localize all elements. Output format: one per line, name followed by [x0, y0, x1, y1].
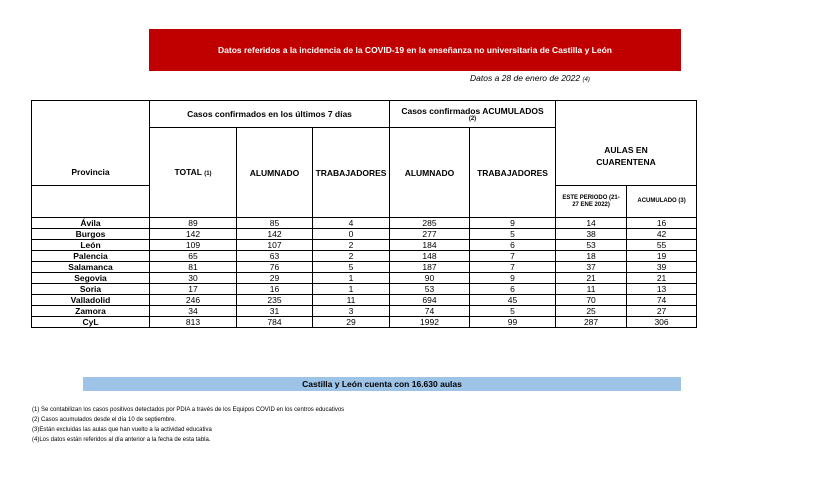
cell-provincia: Soria	[32, 284, 150, 295]
table-row	[32, 273, 697, 284]
cell-provincia: Salamanca	[32, 262, 150, 273]
cell-acum-alumnado: 277	[390, 229, 470, 240]
date-text: Datos a 28 de enero de 2022	[470, 73, 581, 83]
footnote-1: (1) Se contabilizan los casos positivos detectados por PDIA a través de los Equipos COVID en los centros educativos	[32, 407, 345, 413]
header-acum-trabajadores: TRABAJADORES	[470, 128, 556, 218]
cell-acum-trabajadores: 6	[470, 240, 556, 251]
cell-provincia: Palencia	[32, 251, 150, 262]
cell-aulas-periodo: 287	[556, 317, 627, 328]
cell-trabajadores: 11	[313, 295, 390, 306]
cell-provincia: Burgos	[32, 229, 150, 240]
cell-alumnado: 76	[237, 262, 313, 273]
cell-acum-alumnado: 187	[390, 262, 470, 273]
header-total-note: (1)	[204, 171, 212, 177]
covid-table	[31, 100, 697, 328]
cell-aulas-periodo: 14	[556, 218, 627, 229]
header-este-periodo: ESTE PERIODO (21-27 ENE 2022)	[556, 186, 627, 218]
header-total-label: TOTAL	[174, 167, 202, 177]
title-banner	[149, 29, 681, 71]
table-row	[32, 251, 697, 262]
cell-provincia: CyL	[32, 317, 150, 328]
cell-aulas-periodo: 37	[556, 262, 627, 273]
cell-alumnado: 235	[237, 295, 313, 306]
cell-provincia: Segovia	[32, 273, 150, 284]
cell-provincia: Zamora	[32, 306, 150, 317]
cell-alumnado: 85	[237, 218, 313, 229]
cell-alumnado: 63	[237, 251, 313, 262]
cell-acum-trabajadores: 5	[470, 229, 556, 240]
header-acumulado: ACUMULADO (3)	[627, 186, 697, 218]
cell-aulas-periodo: 53	[556, 240, 627, 251]
cell-total: 89	[150, 218, 237, 229]
cell-aulas-acumulado: 306	[627, 317, 697, 328]
cell-aulas-periodo: 21	[556, 273, 627, 284]
table-row	[32, 240, 697, 251]
cell-acum-trabajadores: 7	[470, 262, 556, 273]
aulas-summary-bar	[83, 377, 681, 391]
date-note: (4)	[582, 77, 590, 83]
cell-acum-trabajadores: 9	[470, 218, 556, 229]
footnote-4: (4)Los datos están referidos al día anterior a la fecha de esta tabla.	[32, 437, 211, 443]
cell-total: 142	[150, 229, 237, 240]
cell-acum-trabajadores: 6	[470, 284, 556, 295]
footnotes	[32, 405, 344, 445]
cell-aulas-acumulado: 16	[627, 218, 697, 229]
cell-aulas-acumulado: 74	[627, 295, 697, 306]
cell-acum-alumnado: 53	[390, 284, 470, 295]
cell-trabajadores: 1	[313, 284, 390, 295]
footnote-2: (2) Casos acumulados desde el día 10 de septiembre.	[32, 417, 177, 423]
cell-trabajadores: 3	[313, 306, 390, 317]
group-header-acumulados	[390, 101, 556, 128]
cell-trabajadores: 1	[313, 273, 390, 284]
cell-provincia: Ávila	[32, 218, 150, 229]
table-row	[32, 218, 697, 229]
cell-aulas-acumulado: 27	[627, 306, 697, 317]
cell-total: 65	[150, 251, 237, 262]
group-header-7dias: Casos confirmados en los últimos 7 días	[150, 101, 390, 128]
cell-total: 30	[150, 273, 237, 284]
header-provincia: Provincia	[32, 156, 150, 188]
cell-aulas-periodo: 70	[556, 295, 627, 306]
cell-acum-alumnado: 694	[390, 295, 470, 306]
cell-total: 813	[150, 317, 237, 328]
cell-aulas-periodo: 25	[556, 306, 627, 317]
table-row	[32, 229, 697, 240]
cell-trabajadores: 5	[313, 262, 390, 273]
cell-aulas-periodo: 11	[556, 284, 627, 295]
aulas-summary-text: Castilla y León cuenta con 16.630 aulas	[302, 379, 462, 389]
cell-trabajadores: 2	[313, 240, 390, 251]
table-row	[32, 306, 697, 317]
cell-aulas-periodo: 18	[556, 251, 627, 262]
table-row	[32, 262, 697, 273]
cell-acum-alumnado: 285	[390, 218, 470, 229]
cell-alumnado: 31	[237, 306, 313, 317]
header-alumnado: ALUMNADO	[237, 128, 313, 218]
cell-alumnado: 107	[237, 240, 313, 251]
group-header-acumulados-text: Casos confirmados ACUMULADOS	[401, 105, 544, 116]
cell-acum-trabajadores: 7	[470, 251, 556, 262]
cell-total: 81	[150, 262, 237, 273]
group-header-acumulados-note: (2)	[468, 115, 477, 122]
cell-acum-trabajadores: 5	[470, 306, 556, 317]
cell-total: 109	[150, 240, 237, 251]
cell-aulas-acumulado: 42	[627, 229, 697, 240]
cell-alumnado: 29	[237, 273, 313, 284]
table-row	[32, 295, 697, 306]
cell-alumnado: 784	[237, 317, 313, 328]
cell-aulas-acumulado: 21	[627, 273, 697, 284]
cell-acum-alumnado: 148	[390, 251, 470, 262]
table-row	[32, 317, 697, 328]
date-line	[470, 73, 590, 83]
cell-trabajadores: 0	[313, 229, 390, 240]
cell-alumnado: 142	[237, 229, 313, 240]
cell-acum-alumnado: 184	[390, 240, 470, 251]
cell-acum-trabajadores: 9	[470, 273, 556, 284]
cell-trabajadores: 2	[313, 251, 390, 262]
group-header-aulas-top	[556, 101, 697, 128]
header-acum-alumnado: ALUMNADO	[390, 128, 470, 218]
cell-provincia: León	[32, 240, 150, 251]
footnote-3: (3)Están excluidas las aulas que han vuelto a la actividad educativa	[32, 427, 212, 433]
cell-trabajadores: 29	[313, 317, 390, 328]
cell-aulas-acumulado: 39	[627, 262, 697, 273]
cell-total: 34	[150, 306, 237, 317]
cell-acum-alumnado: 74	[390, 306, 470, 317]
cell-acum-trabajadores: 99	[470, 317, 556, 328]
cell-trabajadores: 4	[313, 218, 390, 229]
cell-acum-trabajadores: 45	[470, 295, 556, 306]
cell-provincia: Valladolid	[32, 295, 150, 306]
table-row	[32, 284, 697, 295]
cell-alumnado: 16	[237, 284, 313, 295]
cell-acum-alumnado: 1992	[390, 317, 470, 328]
page-title: Datos referidos a la incidencia de la COVID-19 en la enseñanza no universitaria de Castilla y León	[218, 45, 612, 55]
cell-aulas-periodo: 38	[556, 229, 627, 240]
cell-aulas-acumulado: 19	[627, 251, 697, 262]
cell-aulas-acumulado: 55	[627, 240, 697, 251]
cell-total: 17	[150, 284, 237, 295]
header-trabajadores: TRABAJADORES	[313, 128, 390, 218]
cell-total: 246	[150, 295, 237, 306]
cell-aulas-acumulado: 13	[627, 284, 697, 295]
header-aulas-cuarentena: AULAS EN CUARENTENA	[556, 128, 697, 186]
header-total	[150, 128, 237, 218]
cell-acum-alumnado: 90	[390, 273, 470, 284]
